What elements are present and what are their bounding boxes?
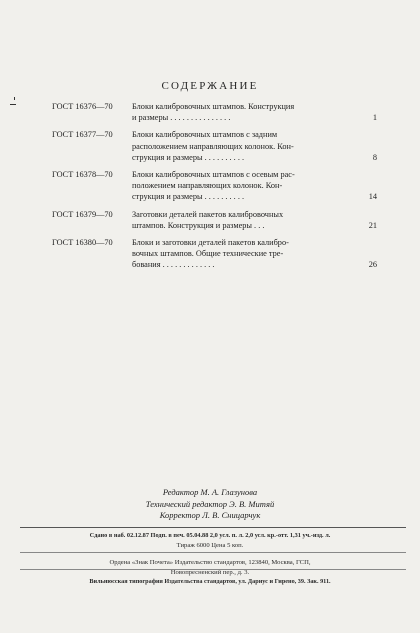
toc-title: СОДЕРЖАНИЕ	[161, 80, 259, 92]
imprint-line: Новопресненский пер., д. 3.	[170, 568, 250, 576]
imprint-block	[0, 531, 420, 587]
entry-line: Блоки калибровочных штампов с задним	[132, 130, 278, 140]
entry-line: Заготовки деталей пакетов калибровочных	[132, 209, 284, 219]
entry-title	[132, 129, 342, 163]
imprint-line: Тираж 6000 Цена 5 коп.	[176, 541, 244, 549]
entry-line: вочных штампов. Общие технические тре-	[132, 249, 284, 259]
entry-line: Блоки и заготовки деталей пакетов калибро-	[132, 238, 289, 248]
entry-line: струкция и размеры . . . . . . . . . .	[132, 192, 245, 202]
toc-entry	[52, 169, 377, 203]
entry-line: струкция и размеры . . . . . . . . . .	[132, 152, 245, 162]
entry-line: бования . . . . . . . . . . . . .	[132, 260, 215, 270]
standard-code: ГОСТ 16377—70	[52, 130, 113, 140]
entry-title	[132, 101, 342, 123]
imprint-line: Ордена «Знак Почета» Издательство стандартов, 123840, Москва, ГСП,	[109, 559, 311, 566]
entry-line: положением направляющих колонок. Кон-	[132, 181, 283, 191]
credits-block	[0, 487, 420, 522]
toc-entry	[52, 129, 377, 163]
page-number: 21	[368, 220, 377, 230]
toc-entry	[52, 101, 377, 123]
entry-title	[132, 237, 342, 271]
standard-code: ГОСТ 16380—70	[52, 238, 113, 248]
standard-code: ГОСТ 16379—70	[52, 209, 113, 219]
imprint-line: Сдано в наб. 02.12.87 Подп. в печ. 05.04.88 2,0 усл. п. л. 2,0 усл. кр.-отт. 1,31 уч.-изд. л.	[89, 532, 331, 539]
divider	[20, 552, 406, 553]
entry-title	[132, 209, 342, 231]
entry-line: Блоки калибровочных штампов. Конструкция	[132, 102, 295, 111]
imprint-line: Вильнюсская типография Издательства стандартов, ул. Дариус и Гирено, 39. Зак. 911.	[89, 578, 331, 585]
entry-line: расположением направляющих колонок. Кон-	[132, 141, 294, 151]
margin-mark	[14, 97, 15, 100]
proofreader-credit: Корректор Л. В. Сницарчук	[159, 510, 261, 520]
standard-code: ГОСТ 16376—70	[52, 102, 113, 111]
page-number: 1	[372, 113, 377, 123]
standard-code: ГОСТ 16378—70	[52, 170, 113, 180]
editor-credit: Редактор М. А. Глазунова	[162, 487, 258, 497]
page-number: 8	[372, 152, 377, 162]
entry-title	[132, 169, 342, 203]
toc-entry	[52, 237, 377, 271]
margin-mark	[10, 104, 16, 105]
entry-line: штампов. Конструкция и размеры . . .	[132, 220, 265, 230]
tech-editor-credit: Технический редактор Э. В. Митяй	[145, 498, 275, 509]
divider	[20, 527, 406, 528]
divider	[20, 569, 406, 570]
page-number: 26	[368, 260, 377, 270]
page-number: 14	[368, 192, 377, 202]
entry-line: Блоки калибровочных штампов с осевым рас-	[132, 170, 295, 180]
toc-entry	[52, 209, 377, 231]
entry-line: и размеры . . . . . . . . . . . . . . .	[132, 113, 231, 123]
table-of-contents	[52, 101, 377, 277]
